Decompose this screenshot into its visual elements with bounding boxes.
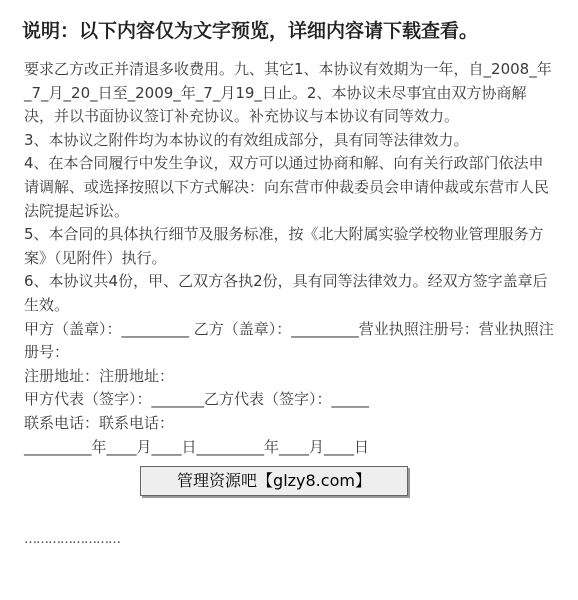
- ellipsis-text: ……………………: [24, 532, 120, 547]
- phone-line: 联系电话：联系电话：: [24, 413, 175, 432]
- preview-notice: 说明：以下内容仅为文字预览，详细内容请下载查看。: [22, 20, 479, 42]
- representative-line: 甲方代表（签字）：_______乙方代表（签字）：_____: [24, 390, 370, 409]
- paragraph-term-clause: 要求乙方改正并清退多收费用。九、其它1、本协议有效期为一年，自_2008_年_7_月_20_日至_2009_年_7_月19_日止。2、本协议未尽事宜由双方协商解决，并以书面协议签订补充协议。补充协议与本协议有同等效力。: [24, 60, 552, 126]
- date-line: _________年____月____日_________年____月____日: [24, 437, 370, 456]
- paragraph-annex-clause: 3、本协议之附件均为本协议的有效组成部分，具有同等法律效力。: [24, 130, 469, 149]
- paragraph-service-standard-clause: 5、本合同的具体执行细节及服务标准，按《北大附属实验学校物业管理服务方案》（见附件）执行。: [24, 225, 544, 267]
- document-body: [24, 58, 554, 459]
- signature-seal-line: 甲方（盖章）：_________ 乙方（盖章）：_________营业执照注册号：营业执照注册号：: [24, 319, 554, 362]
- paragraph-dispute-clause: 4、在本合同履行中发生争议，双方可以通过协商和解、向有关行政部门依法申请调解、或选择按照以下方式解决：向东营市仲裁委员会申请仲裁或东营市人民法院提起诉讼。: [24, 154, 550, 220]
- paragraph-copies-clause: 6、本协议共4份，甲、乙双方各执2份，具有同等法律效力。经双方签字盖章后生效。: [24, 272, 548, 314]
- registered-address-line: 注册地址：注册地址：: [24, 366, 175, 385]
- watermark-banner: 管理资源吧【glzy8.com】: [140, 466, 408, 496]
